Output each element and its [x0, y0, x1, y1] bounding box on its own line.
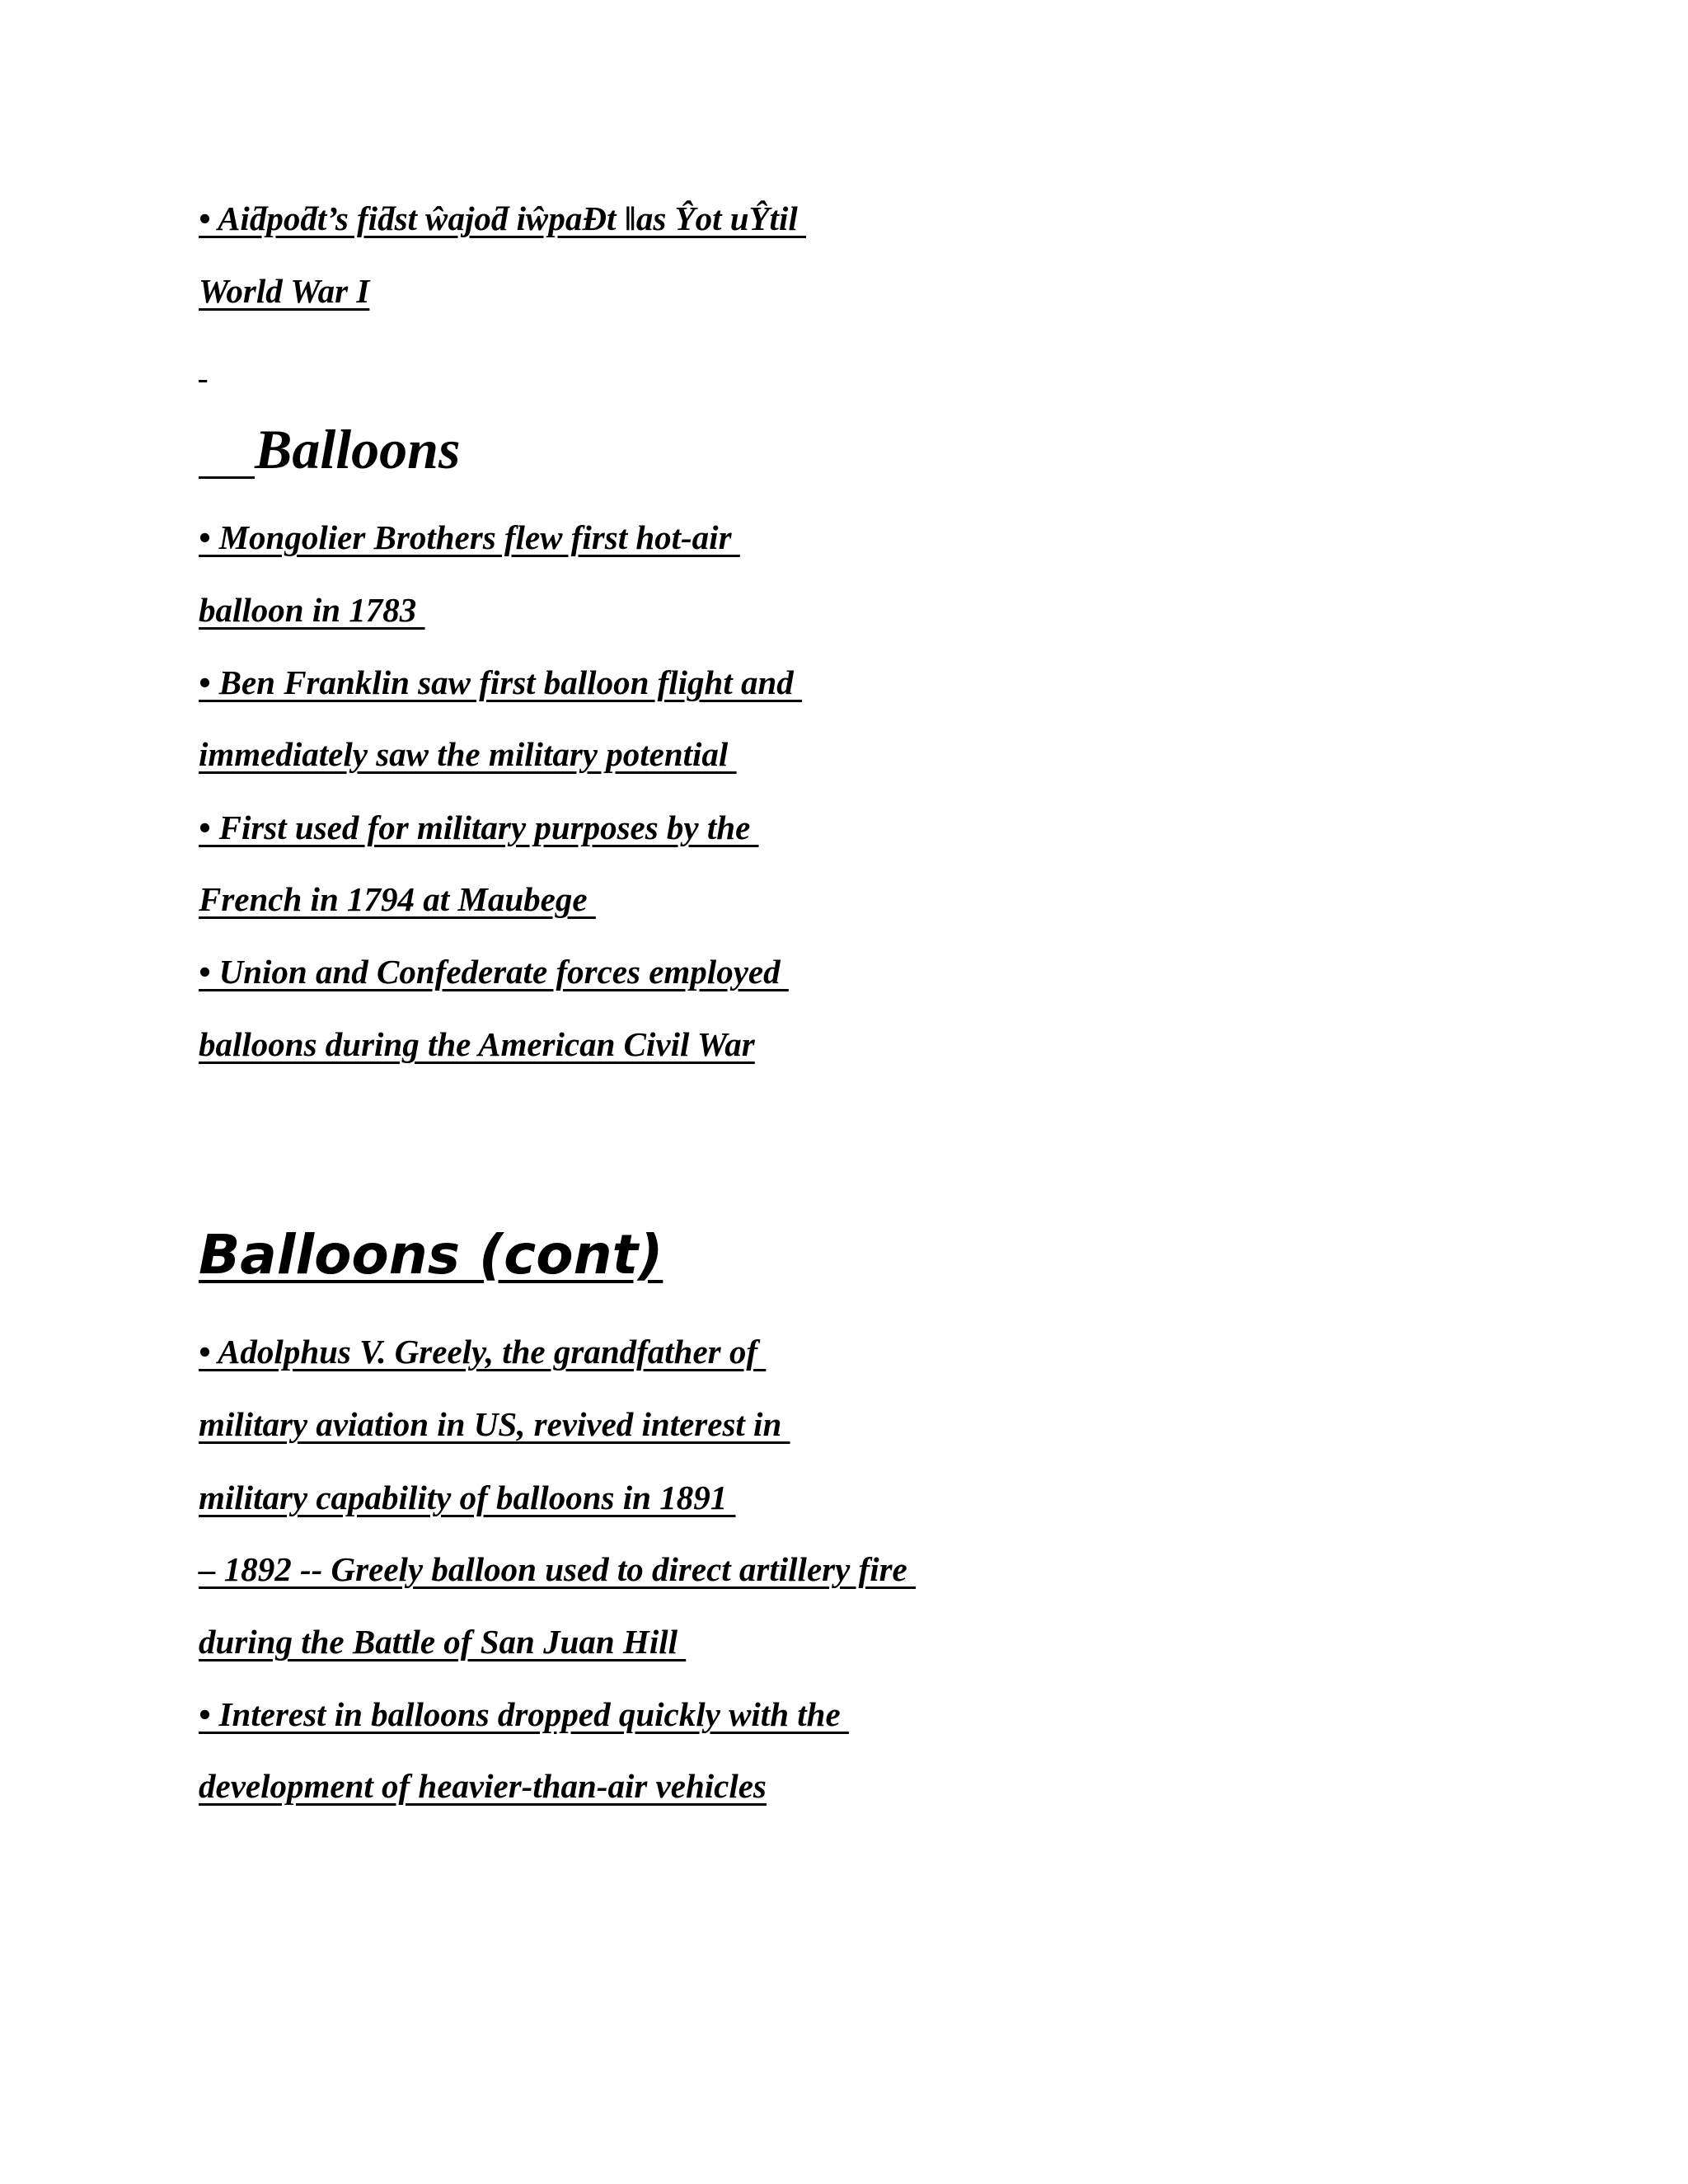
intro-line-2: World War I: [199, 272, 370, 310]
bullet-line-3: • Ben Franklin saw first balloon flight and: [199, 663, 803, 701]
bullet-line-6: French in 1794 at Maubege: [199, 880, 596, 918]
section-heading-balloons-cont: Balloons (cont): [199, 1223, 663, 1286]
bullet-line-2: balloon in 1783: [199, 591, 425, 629]
section-heading-balloons: [199, 416, 460, 482]
intro-line-1: • Aiƌpoƌt’s fiƌst ŵajoƌ iŵpaĐt ǁas Ŷot uŶtil: [199, 199, 806, 237]
bullet-line-1: • Mongolier Brothers flew first hot-air: [199, 518, 740, 556]
heading-underline-lead: [199, 418, 255, 480]
bullet-line-15: development of heavier-than-air vehicles: [199, 1767, 767, 1805]
bullet-line-7: • Union and Confederate forces employed: [199, 953, 789, 991]
bullet-line-8: balloons during the American Civil War: [199, 1025, 755, 1063]
bullet-line-5: • First used for military purposes by the: [199, 808, 759, 846]
bullet-line-10: military aviation in US, revived interest in: [199, 1405, 790, 1443]
bullet-line-4: immediately saw the military potential: [199, 735, 737, 773]
bullet-line-12: – 1892 -- Greely balloon used to direct artillery fire: [199, 1550, 916, 1588]
bullet-line-13: during the Battle of San Juan Hill: [199, 1623, 687, 1661]
bullet-line-14: • Interest in balloons dropped quickly with the: [199, 1695, 849, 1733]
intro-line-3: [199, 343, 207, 382]
bullet-line-9: • Adolphus V. Greely, the grandfather of: [199, 1333, 767, 1371]
bullet-line-11: military capability of balloons in 1891: [199, 1479, 736, 1516]
heading-text: Balloons: [255, 418, 461, 480]
